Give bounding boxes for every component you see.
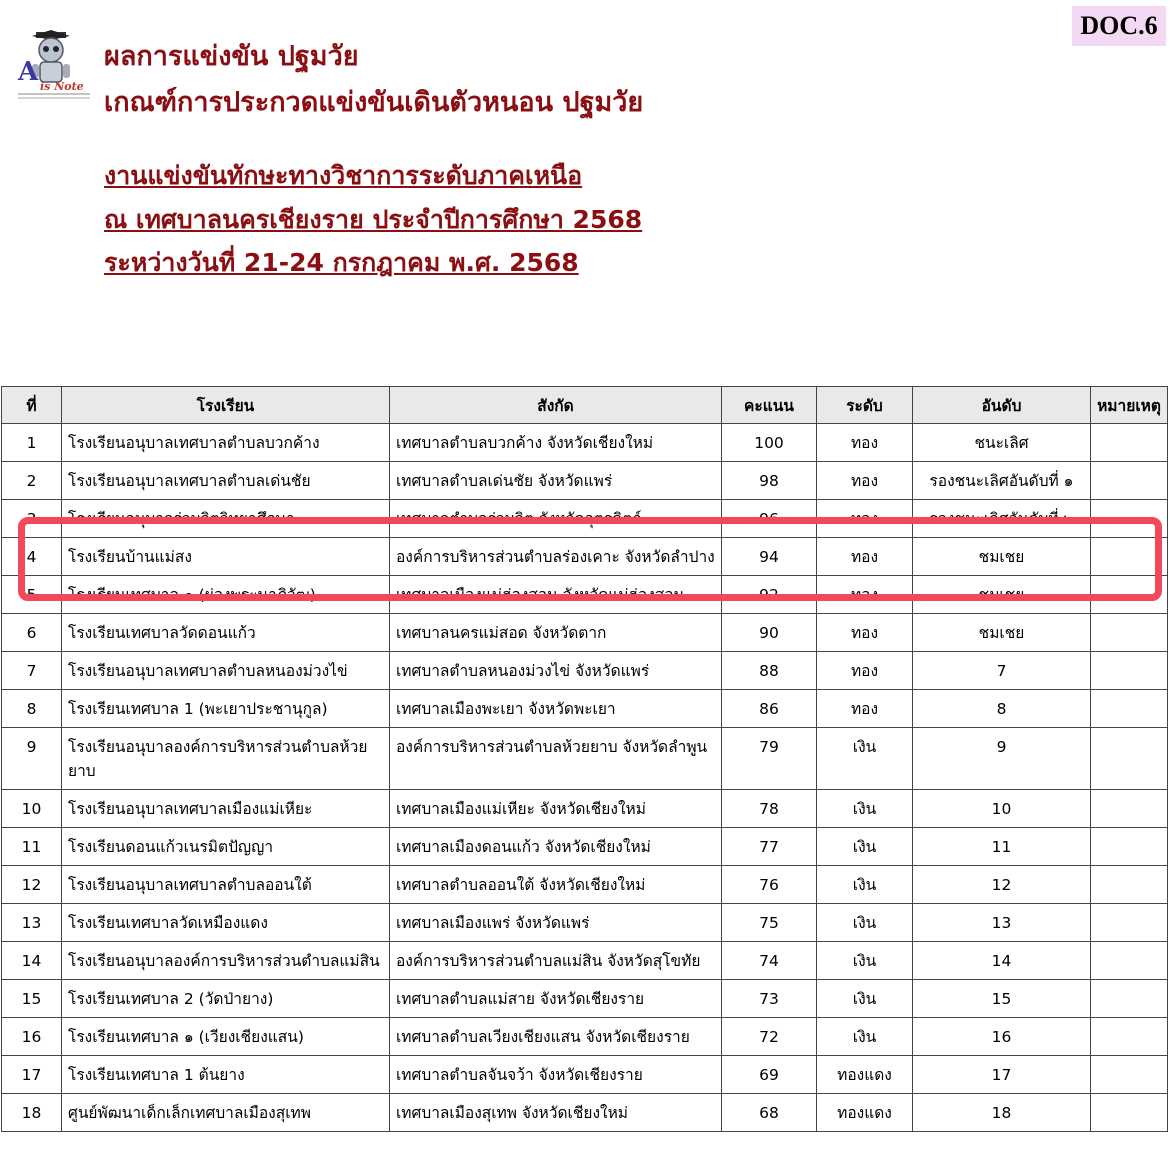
cell-score: 72 (722, 1018, 817, 1056)
column-header-rank: อันดับ (913, 387, 1091, 424)
table-row (2, 1056, 1168, 1094)
cell-affiliation: เทศบาลนครแม่สอด จังหวัดตาก (390, 614, 722, 652)
cell-school: โรงเรียนเทศบาลวัดดอนแก้ว (62, 614, 390, 652)
cell-note (1091, 424, 1168, 462)
cell-affiliation: องค์การบริหารส่วนตำบลร่องเคาะ จังหวัดลำปาง (390, 538, 722, 576)
cell-level: เงิน (817, 904, 913, 942)
table-row (2, 576, 1168, 614)
table-row (2, 942, 1168, 980)
cell-school: โรงเรียนอนุบาลเทศบาลตำบลหนองม่วงไข่ (62, 652, 390, 690)
cell-school: โรงเรียนอนุบาลเทศบาลเมืองแม่เหียะ (62, 790, 390, 828)
cell-affiliation: เทศบาลตำบลเวียงเชียงแสน จังหวัดเชียงราย (390, 1018, 722, 1056)
cell-school: โรงเรียนอนุบาลเทศบาลตำบลออนใต้ (62, 866, 390, 904)
cell-rank: 7 (913, 652, 1091, 690)
cell-affiliation: เทศบาลตำบลเด่นชัย จังหวัดแพร่ (390, 462, 722, 500)
cell-score: 68 (722, 1094, 817, 1132)
table-row (2, 500, 1168, 538)
cell-school: โรงเรียนอนุบาลร่วมจิตวิทยาศึกษา (62, 500, 390, 538)
cell-no: 10 (2, 790, 62, 828)
cell-rank: 18 (913, 1094, 1091, 1132)
cell-note (1091, 1056, 1168, 1094)
page-title: ผลการแข่งขัน ปฐมวัย (104, 41, 359, 72)
cell-affiliation: เทศบาลเมืองดอนแก้ว จังหวัดเชียงใหม่ (390, 828, 722, 866)
cell-level: ทอง (817, 500, 913, 538)
cell-score: 77 (722, 828, 817, 866)
results-table (1, 386, 1168, 1132)
cell-affiliation: เทศบาลตำบลบวกค้าง จังหวัดเชียงใหม่ (390, 424, 722, 462)
page-subtitle: เกณฑ์การประกวดแข่งขันเดินตัวหนอน ปฐมวัย (104, 87, 644, 118)
cell-level: ทอง (817, 538, 913, 576)
column-header-note: หมายเหตุ (1091, 387, 1168, 424)
svg-text:A: A (18, 57, 39, 87)
cell-rank: 17 (913, 1056, 1091, 1094)
cell-no: 14 (2, 942, 62, 980)
cell-no: 18 (2, 1094, 62, 1132)
cell-note (1091, 1094, 1168, 1132)
cell-score: 96 (722, 500, 817, 538)
cell-no: 5 (2, 576, 62, 614)
cell-level: เงิน (817, 866, 913, 904)
cell-affiliation: เทศบาลตำบลออนใต้ จังหวัดเชียงใหม่ (390, 866, 722, 904)
cell-school: โรงเรียนเทศบาล ๑ (ผ่องพระนาภิวัฒ) (62, 576, 390, 614)
cell-rank: 16 (913, 1018, 1091, 1056)
cell-note (1091, 942, 1168, 980)
cell-school: โรงเรียนบ้านแม่สง (62, 538, 390, 576)
cell-score: 92 (722, 576, 817, 614)
cell-affiliation: เทศบาลเมืองแม่ฮ่องสอน จังหวัดแม่ฮ่องสอน (390, 576, 722, 614)
svg-text:is Note: is Note (40, 80, 84, 93)
cell-affiliation: เทศบาลตำบลจันจว้า จังหวัดเชียงราย (390, 1056, 722, 1094)
cell-rank: 13 (913, 904, 1091, 942)
column-header-no: ที่ (2, 387, 62, 424)
cell-score: 74 (722, 942, 817, 980)
cell-affiliation: เทศบาลตำบลแม่สาย จังหวัดเชียงราย (390, 980, 722, 1018)
cell-school: โรงเรียนเทศบาล 1 ต้นยาง (62, 1056, 390, 1094)
cell-level: ทอง (817, 576, 913, 614)
cell-level: เงิน (817, 790, 913, 828)
table-row (2, 790, 1168, 828)
cell-no: 4 (2, 538, 62, 576)
cell-rank: 8 (913, 690, 1091, 728)
cell-rank: 12 (913, 866, 1091, 904)
cell-score: 73 (722, 980, 817, 1018)
cell-no: 1 (2, 424, 62, 462)
cell-rank: 15 (913, 980, 1091, 1018)
cell-affiliation: เทศบาลเมืองพะเยา จังหวัดพะเยา (390, 690, 722, 728)
cell-school: โรงเรียนเทศบาลวัดเหมืองแดง (62, 904, 390, 942)
cell-school: โรงเรียนเทศบาล 2 (วัดป่ายาง) (62, 980, 390, 1018)
cell-affiliation: เทศบาลเมืองสุเทพ จังหวัดเชียงใหม่ (390, 1094, 722, 1132)
cell-level: เงิน (817, 728, 913, 790)
cell-no: 6 (2, 614, 62, 652)
cell-rank: รองชนะเลิศอันดับที่ ๑ (913, 462, 1091, 500)
cell-rank: 9 (913, 728, 1091, 790)
cell-note (1091, 828, 1168, 866)
cell-affiliation: เทศบาลตำบลหนองม่วงไข่ จังหวัดแพร่ (390, 652, 722, 690)
table-row (2, 980, 1168, 1018)
cell-level: เงิน (817, 1018, 913, 1056)
table-row (2, 904, 1168, 942)
cell-score: 76 (722, 866, 817, 904)
cell-rank: ชนะเลิศ (913, 424, 1091, 462)
cell-school: โรงเรียนอนุบาลองค์การบริหารส่วนตำบลแม่สิน (62, 942, 390, 980)
table-row (2, 652, 1168, 690)
cell-score: 88 (722, 652, 817, 690)
cell-school: โรงเรียนอนุบาลเทศบาลตำบลเด่นชัย (62, 462, 390, 500)
column-header-level: ระดับ (817, 387, 913, 424)
cell-rank: ชมเชย (913, 576, 1091, 614)
cell-affiliation: เทศบาลตำบลร่วมจิต จังหวัดอุตรดิตถ์ (390, 500, 722, 538)
table-row (2, 1018, 1168, 1056)
cell-rank: 10 (913, 790, 1091, 828)
table-row (2, 690, 1168, 728)
cell-no: 17 (2, 1056, 62, 1094)
cell-school: โรงเรียนดอนแก้วเนรมิตปัญญา (62, 828, 390, 866)
cell-no: 7 (2, 652, 62, 690)
cell-note (1091, 462, 1168, 500)
cell-school: โรงเรียนอนุบาลเทศบาลตำบลบวกค้าง (62, 424, 390, 462)
table-row (2, 462, 1168, 500)
column-header-school: โรงเรียน (62, 387, 390, 424)
cell-score: 86 (722, 690, 817, 728)
cell-level: ทอง (817, 690, 913, 728)
cell-score: 75 (722, 904, 817, 942)
cell-note (1091, 1018, 1168, 1056)
cell-score: 100 (722, 424, 817, 462)
cell-note (1091, 576, 1168, 614)
cell-score: 98 (722, 462, 817, 500)
column-header-score: คะแนน (722, 387, 817, 424)
cell-note (1091, 790, 1168, 828)
cell-affiliation: เทศบาลเมืองแม่เหียะ จังหวัดเชียงใหม่ (390, 790, 722, 828)
event-title-link[interactable]: งานแข่งขันทักษะทางวิชาการระดับภาคเหนือ (104, 161, 583, 190)
cell-note (1091, 904, 1168, 942)
cell-school: โรงเรียนอนุบาลองค์การบริหารส่วนตำบลห้วยยาบ (62, 728, 390, 790)
cell-level: ทอง (817, 652, 913, 690)
cell-score: 90 (722, 614, 817, 652)
cell-no: 12 (2, 866, 62, 904)
table-row (2, 1094, 1168, 1132)
cell-no: 8 (2, 690, 62, 728)
cell-affiliation: องค์การบริหารส่วนตำบลแม่สิน จังหวัดสุโขทัย (390, 942, 722, 980)
cell-score: 94 (722, 538, 817, 576)
cell-level: ทองแดง (817, 1094, 913, 1132)
cell-note (1091, 652, 1168, 690)
cell-school: โรงเรียนเทศบาล 1 (พะเยาประชานุกูล) (62, 690, 390, 728)
table-row (2, 538, 1168, 576)
cell-no: 15 (2, 980, 62, 1018)
doc-label-badge: DOC.6 (1072, 6, 1166, 46)
event-dates-link[interactable]: ระหว่างวันที่ 21-24 กรกฎาคม พ.ศ. 2568 (104, 248, 579, 277)
cell-level: ทอง (817, 462, 913, 500)
cell-rank: รองชนะเลิศอันดับที่ ๒ (913, 500, 1091, 538)
robot-mascot-icon (14, 30, 96, 102)
cell-no: 2 (2, 462, 62, 500)
cell-note (1091, 866, 1168, 904)
cell-level: เงิน (817, 980, 913, 1018)
event-venue-link[interactable]: ณ เทศบาลนครเชียงราย ประจำปีการศึกษา 2568 (104, 205, 643, 234)
cell-school: ศูนย์พัฒนาเด็กเล็กเทศบาลเมืองสุเทพ (62, 1094, 390, 1132)
cell-score: 78 (722, 790, 817, 828)
cell-no: 3 (2, 500, 62, 538)
column-header-affiliation: สังกัด (390, 387, 722, 424)
cell-level: ทอง (817, 614, 913, 652)
cell-score: 79 (722, 728, 817, 790)
cell-no: 9 (2, 728, 62, 790)
cell-rank: ชมเชย (913, 614, 1091, 652)
table-row (2, 828, 1168, 866)
table-row (2, 866, 1168, 904)
cell-note (1091, 690, 1168, 728)
cell-level: ทองแดง (817, 1056, 913, 1094)
table-row (2, 728, 1168, 790)
cell-level: เงิน (817, 942, 913, 980)
table-header-row (2, 387, 1168, 424)
cell-note (1091, 500, 1168, 538)
cell-school: โรงเรียนเทศบาล ๑ (เวียงเชียงแสน) (62, 1018, 390, 1056)
cell-note (1091, 614, 1168, 652)
cell-no: 16 (2, 1018, 62, 1056)
cell-level: ทอง (817, 424, 913, 462)
cell-score: 69 (722, 1056, 817, 1094)
cell-affiliation: เทศบาลเมืองแพร่ จังหวัดแพร่ (390, 904, 722, 942)
cell-rank: 14 (913, 942, 1091, 980)
cell-rank: 11 (913, 828, 1091, 866)
cell-no: 13 (2, 904, 62, 942)
cell-note (1091, 538, 1168, 576)
cell-affiliation: องค์การบริหารส่วนตำบลห้วยยาบ จังหวัดลำพูน (390, 728, 722, 790)
cell-note (1091, 728, 1168, 790)
cell-rank: ชมเชย (913, 538, 1091, 576)
cell-note (1091, 980, 1168, 1018)
table-row (2, 424, 1168, 462)
table-row (2, 614, 1168, 652)
cell-no: 11 (2, 828, 62, 866)
cell-level: เงิน (817, 828, 913, 866)
